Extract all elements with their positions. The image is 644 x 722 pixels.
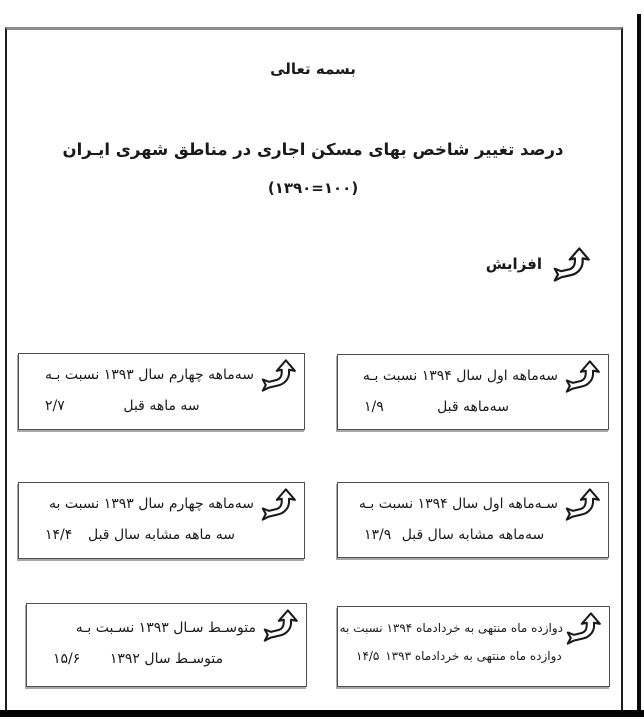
- increase-arrow-icon: [565, 612, 603, 645]
- increase-arrow-icon: [260, 488, 298, 521]
- stat-line2-row: [27, 651, 306, 669]
- base-year-note: (۱۳۹۰=۱۰۰): [267, 179, 359, 197]
- stat-value: ۱۳/۹: [364, 526, 392, 543]
- increase-arrow-icon: [262, 609, 300, 642]
- stat-description-line1: سه‌ماهه چهارم سال ۱۳۹۳ نسبت بـه: [44, 367, 254, 383]
- increase-arrow-icon: [564, 488, 602, 521]
- increase-label: افزایش: [485, 255, 542, 273]
- stat-box-q4-1393-vs-prev-quarter: [18, 353, 305, 430]
- stat-description-line2: سه‌ماهه مشابه سال قبل: [401, 526, 545, 543]
- stat-description-line1: سه‌ماهه چهارم سال ۱۳۹۳ نسبت به: [49, 496, 254, 512]
- stat-box-q1-1394-vs-prev-quarter: [337, 354, 609, 430]
- stat-value: ۱۵/۶: [53, 650, 81, 667]
- stat-box-q4-1393-vs-same-quarter-last-year: [18, 482, 305, 559]
- stat-value: ۱/۹: [364, 398, 384, 415]
- stat-description-line1: سه‌ماهه اول سال ۱۳۹۴ نسبت بـه: [362, 368, 558, 384]
- stat-description-line1: دوازده ماه منتهی به خردادماه ۱۳۹۴ نسبت به: [339, 621, 563, 635]
- scan-edge-right: [637, 14, 641, 716]
- stat-description-line2: متوسـط سال ۱۳۹۲: [109, 650, 224, 667]
- stat-description-line2: سه‌ماهه قبل: [437, 398, 509, 415]
- stat-description-line2: سه ماهه مشابه سال قبل: [87, 526, 236, 543]
- stat-box-avg-1393-vs-avg-1392: [26, 603, 307, 687]
- stat-description-line1: سـه‌ماهه اول سال ۱۳۹۴ نسبت بـه: [358, 496, 558, 512]
- stat-description-line2: سه ماهه قبل: [123, 397, 200, 414]
- stat-line2-row: [338, 649, 609, 664]
- stat-value: ۱۴/۴: [45, 526, 73, 543]
- scan-edge-bottom: [0, 710, 644, 717]
- besmele-heading: بسمه تعالی: [270, 60, 356, 78]
- stat-box-q1-1394-vs-same-quarter-last-year: [337, 482, 609, 558]
- document-title: درصد تغییر شاخص بهای مسکن اجاری در مناطق شهری ایـران: [62, 140, 564, 159]
- increase-arrow-icon: [564, 360, 602, 393]
- stat-line2-row: [338, 399, 608, 417]
- stat-line2-row: [19, 398, 304, 416]
- stat-box-12mo-khordad-1394-vs-1393: [337, 606, 610, 687]
- stat-description-line2: دوازده ماه منتهی به خردادماه ۱۳۹۳: [385, 649, 562, 663]
- increase-arrow-icon: [260, 359, 298, 392]
- increase-arrow-icon: [552, 247, 592, 282]
- stat-line2-row: [19, 527, 304, 545]
- stat-line2-row: [338, 527, 608, 545]
- stat-value: ۱۴/۵: [356, 649, 380, 663]
- stat-value: ۲/۷: [45, 397, 65, 414]
- increase-legend: [486, 246, 592, 282]
- stat-description-line1: متوسـط سـال ۱۳۹۳ نسـبت بـه: [75, 620, 256, 636]
